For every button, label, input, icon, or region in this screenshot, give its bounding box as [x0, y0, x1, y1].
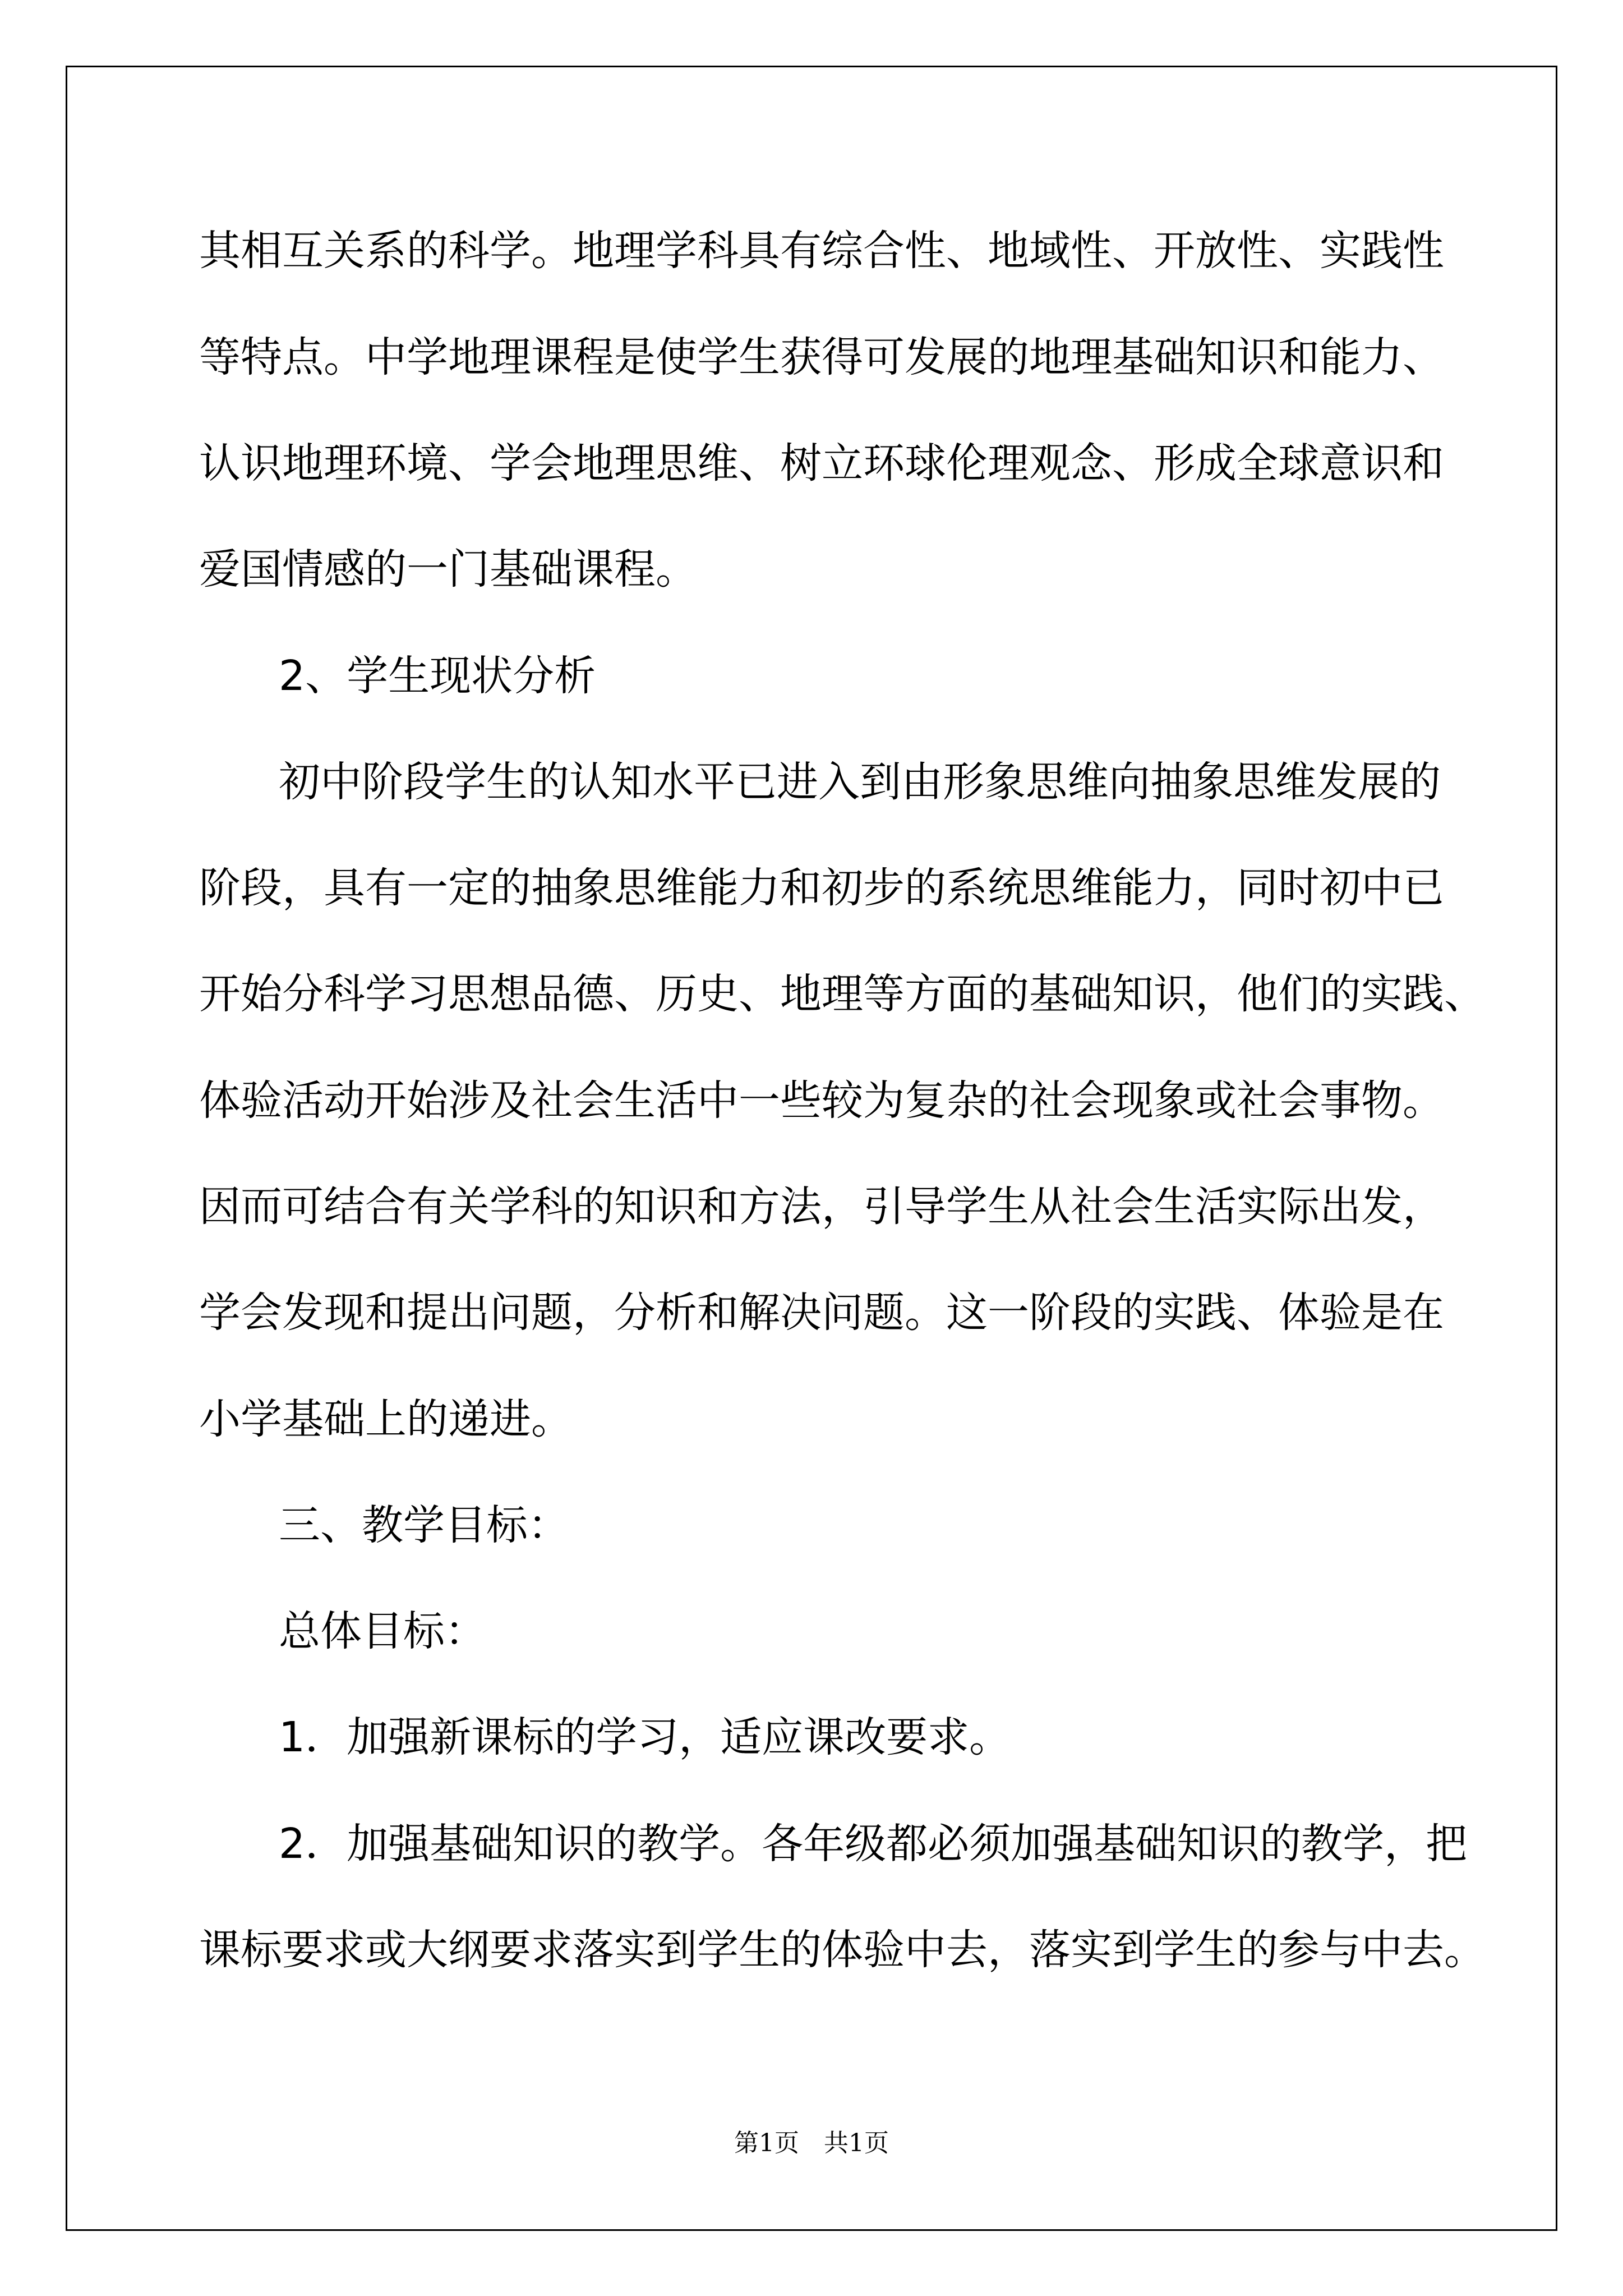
- text-line-1: 其相互关系的科学。地理学科具有综合性、地域性、开放性、实践性: [199, 227, 1444, 275]
- text-line-2: 等特点。中学地理课程是使学生获得可发展的地理基础知识和能力、: [199, 333, 1444, 381]
- text-line-9: 体验活动开始涉及社会生活中一些较为复杂的社会现象或社会事物。: [199, 1076, 1444, 1125]
- section-heading-teaching-goals: 三、教学目标：: [279, 1501, 569, 1549]
- text-line-11: 学会发现和提出问题，分析和解决问题。这一阶段的实践、体验是在: [199, 1289, 1444, 1337]
- subheading-overall-goals: 总体目标：: [279, 1607, 486, 1655]
- text-line-8: 开始分科学习思想品德、历史、地理等方面的基础知识，他们的实践、: [199, 970, 1486, 1018]
- text-line-3: 认识地理环境、学会地理思维、树立环球伦理观念、形成全球意识和: [199, 439, 1444, 487]
- section-heading-student-analysis: 2、学生现状分析: [279, 652, 596, 700]
- text-line-17: 课标要求或大纲要求落实到学生的体验中去，落实到学生的参与中去。: [199, 1926, 1486, 1974]
- text-line-6: 初中阶段学生的认知水平已进入到由形象思维向抽象思维发展的: [279, 758, 1441, 806]
- page-border: [66, 66, 1557, 2231]
- list-item-1: 1．加强新课标的学习，适应课改要求。: [279, 1713, 1011, 1761]
- text-line-12: 小学基础上的递进。: [199, 1395, 573, 1443]
- text-line-10: 因而可结合有关学科的知识和方法，引导学生从社会生活实际出发，: [199, 1182, 1444, 1231]
- page-footer: 第1页 共1页: [734, 2129, 889, 2157]
- text-line-4: 爱国情感的一门基础课程。: [199, 545, 697, 593]
- text-line-7: 阶段，具有一定的抽象思维能力和初步的系统思维能力，同时初中已: [199, 864, 1444, 912]
- list-item-2: 2．加强基础知识的教学。各年级都必须加强基础知识的教学，把: [279, 1820, 1468, 1868]
